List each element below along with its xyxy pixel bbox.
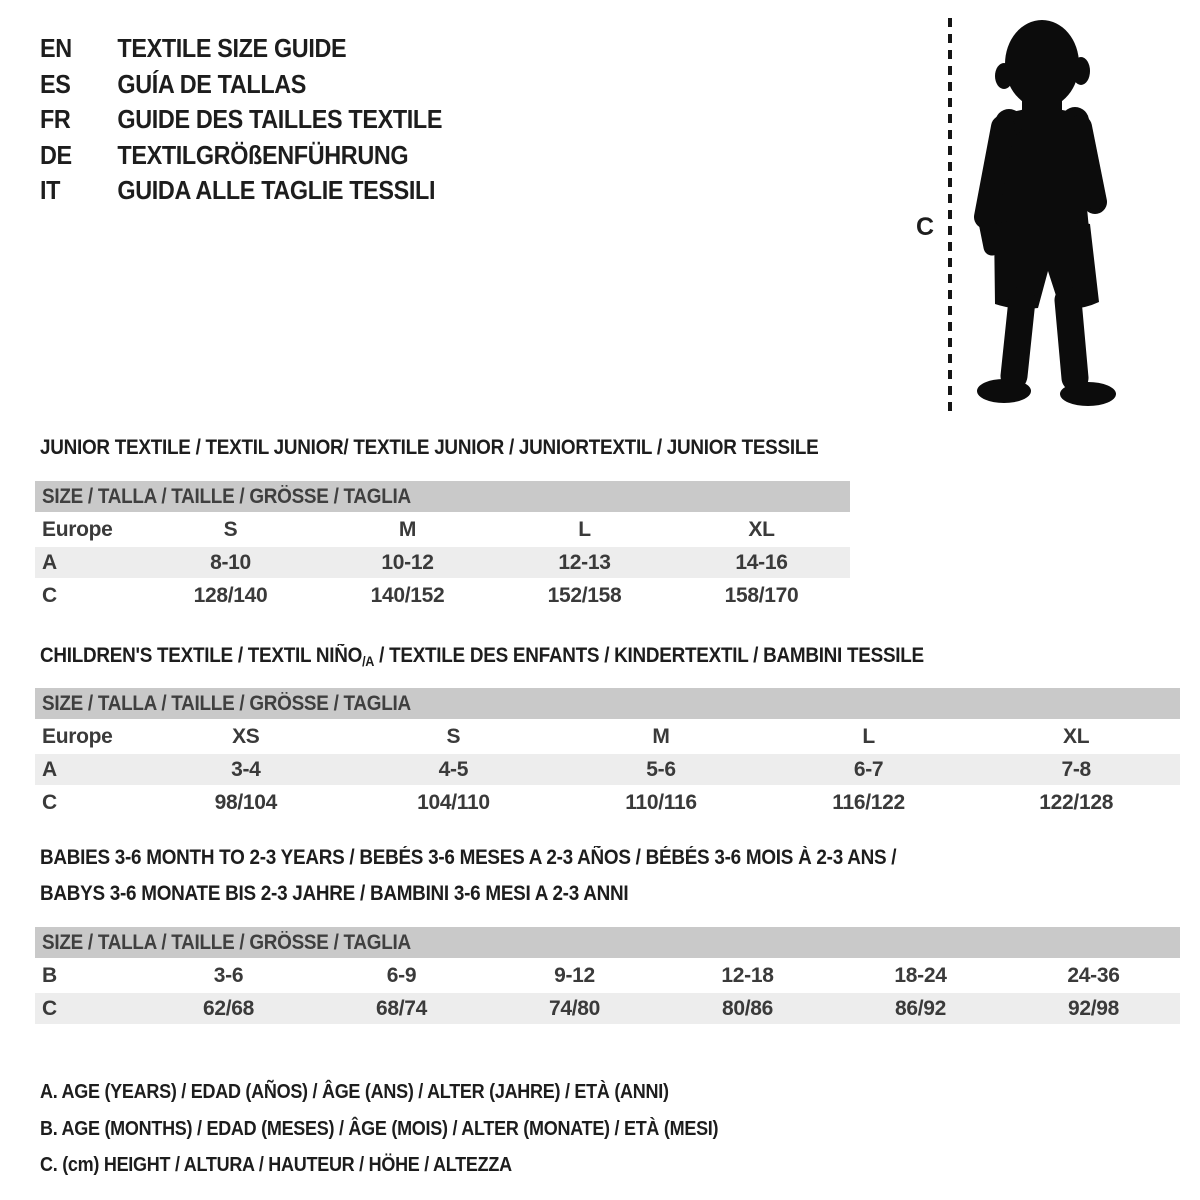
table-row	[35, 960, 1180, 991]
section-title-babies-line1: BABIES 3-6 MONTH TO 2-3 YEARS / BEBÉS 3-6 MESES A 2-3 AÑOS / BÉBÉS 3-6 MOIS À 2-3 ANS /	[40, 846, 897, 869]
section-title-babies-line2: BABYS 3-6 MONATE BIS 2-3 JAHRE / BAMBINI 3-6 MESI A 2-3 ANNI	[40, 882, 629, 905]
table-cell: 74/80	[548, 997, 601, 1020]
table-cell: 4-5	[438, 758, 469, 781]
lang-code: FR	[40, 104, 71, 134]
table-cell: XL	[1063, 725, 1090, 748]
table-cell: M	[652, 725, 670, 748]
legend-row-fr	[40, 102, 442, 138]
table-cell: S	[446, 725, 461, 748]
note-c: C. (cm) HEIGHT / ALTURA / HAUTEUR / HÖHE / ALTEZZA	[40, 1154, 512, 1176]
table-cell: 140/152	[370, 584, 445, 607]
table-header-text: SIZE / TALLA / TAILLE / GRÖSSE / TAGLIA	[42, 692, 411, 715]
table-cell: 86/92	[894, 997, 947, 1020]
table-cell: 62/68	[202, 997, 255, 1020]
table-cell: 116/122	[832, 791, 905, 814]
children-size-table	[35, 688, 1180, 818]
table-cell: 6-7	[853, 758, 884, 781]
measure-label-c: C	[916, 213, 935, 241]
legend-row-it	[40, 173, 442, 209]
row-label: Europe	[42, 725, 113, 748]
height-measure-dashed-line	[946, 16, 954, 423]
table-cell: 68/74	[375, 997, 428, 1020]
row-label: C	[42, 997, 57, 1020]
table-row	[35, 787, 1180, 818]
lang-title: TEXTILGRÖßENFÜHRUNG	[117, 139, 409, 170]
table-cell: 10-12	[381, 551, 434, 574]
lang-title: GUÍA DE TALLAS	[117, 68, 307, 99]
section-title-children	[40, 644, 924, 669]
note-a: A. AGE (YEARS) / EDAD (AÑOS) / ÂGE (ANS) / ALTER (JAHRE) / ETÀ (ANNI)	[40, 1081, 669, 1103]
row-label: C	[42, 791, 57, 814]
children-title-sub: /A	[362, 653, 375, 669]
children-title-part1: CHILDREN'S TEXTILE / TEXTIL NIÑO	[40, 644, 363, 667]
table-cell: 5-6	[646, 758, 676, 781]
table-header-bar	[35, 927, 1180, 958]
table-cell: 12-18	[721, 964, 774, 987]
table-header-text: SIZE / TALLA / TAILLE / GRÖSSE / TAGLIA	[42, 931, 411, 954]
table-row	[35, 514, 850, 545]
table-row	[35, 580, 850, 611]
lang-code: EN	[40, 33, 72, 63]
lang-code: ES	[40, 68, 71, 99]
table-cell: 18-24	[894, 964, 947, 987]
children-title-part2: / TEXTILE DES ENFANTS / KINDERTEXTIL / BAMBINI TESSILE	[374, 644, 924, 667]
table-cell: 128/140	[193, 584, 268, 607]
table-cell: 3-4	[231, 758, 261, 781]
table-cell: 24-36	[1067, 964, 1120, 987]
table-row	[35, 547, 850, 578]
lang-title: GUIDE DES TAILLES TEXTILE	[117, 104, 443, 134]
table-row	[35, 721, 1180, 752]
legend-notes	[40, 1074, 718, 1184]
table-row	[35, 993, 1180, 1024]
toddler-silhouette-icon	[962, 14, 1137, 424]
section-title-junior: JUNIOR TEXTILE / TEXTIL JUNIOR/ TEXTILE JUNIOR / JUNIORTEXTIL / JUNIOR TESSILE	[40, 436, 819, 459]
language-legend	[40, 31, 442, 209]
legend-row-de	[40, 138, 442, 174]
table-cell: 92/98	[1067, 997, 1120, 1020]
row-label: A	[42, 551, 57, 574]
table-cell: 104/110	[417, 791, 490, 814]
table-cell: 14-16	[735, 551, 788, 574]
row-label: Europe	[42, 518, 113, 541]
legend-row-en	[40, 31, 442, 67]
table-cell: L	[862, 725, 875, 748]
table-cell: 3-6	[213, 964, 244, 987]
table-cell: 158/170	[724, 584, 799, 607]
table-cell: 9-12	[554, 964, 595, 987]
table-cell: L	[578, 518, 591, 541]
table-cell: 6-9	[386, 964, 417, 987]
lang-code: DE	[40, 139, 72, 170]
table-cell: 152/158	[547, 584, 622, 607]
table-cell: M	[398, 518, 417, 541]
row-label: C	[42, 584, 57, 607]
table-cell: XL	[748, 518, 775, 541]
row-label: A	[42, 758, 57, 781]
lang-code: IT	[40, 175, 61, 205]
junior-size-table	[35, 481, 850, 611]
table-cell: 12-13	[558, 551, 611, 574]
table-row	[35, 754, 1180, 785]
babies-size-table	[35, 927, 1180, 1024]
table-header-bar	[35, 481, 850, 512]
table-cell: S	[223, 518, 238, 541]
table-cell: 7-8	[1061, 758, 1091, 781]
table-cell: 122/128	[1039, 791, 1114, 814]
lang-title: GUIDA ALLE TAGLIE TESSILI	[117, 175, 436, 205]
table-cell: 8-10	[210, 551, 251, 574]
table-cell: XS	[232, 725, 260, 748]
table-header-text: SIZE / TALLA / TAILLE / GRÖSSE / TAGLIA	[42, 485, 411, 508]
row-label: B	[42, 964, 57, 987]
legend-row-es	[40, 67, 442, 103]
lang-title: TEXTILE SIZE GUIDE	[117, 33, 347, 63]
table-header-bar	[35, 688, 1180, 719]
table-cell: 98/104	[214, 791, 278, 814]
table-cell: 80/86	[721, 997, 774, 1020]
note-b: B. AGE (MONTHS) / EDAD (MESES) / ÂGE (MOIS) / ALTER (MONATE) / ETÀ (MESI)	[40, 1117, 719, 1140]
table-cell: 110/116	[625, 791, 697, 814]
